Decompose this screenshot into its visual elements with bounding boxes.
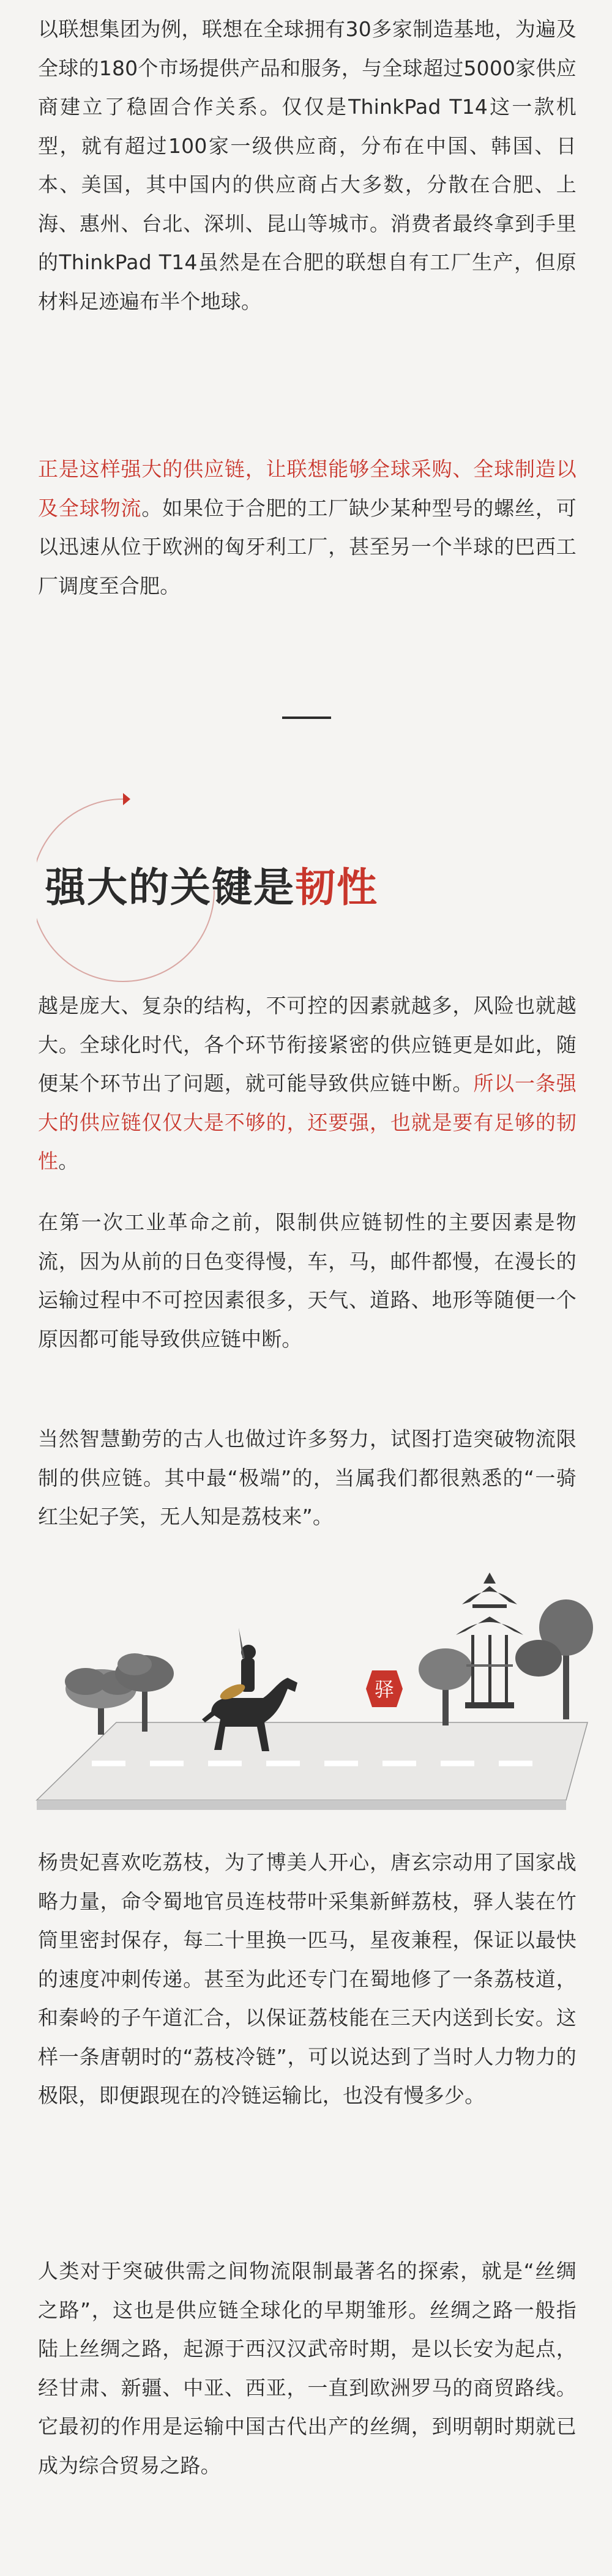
paragraph-supply-chain-strength: 正是这样强大的供应链，让联想能够全球采购、全球制造以及全球物流。如果位于合肥的工厂缺少某种型号的螺丝，可以迅速从位于欧洲的匈牙利工厂，甚至另一个半球的巴西工厂调度至合肥。 [38,457,577,598]
sign-text: 驿 [374,1678,395,1701]
pavilion-icon [456,1573,523,1708]
paragraph-logistics-history: 在第一次工业革命之前，限制供应链韧性的主要因素是物流，因为从前的日色变得慢，车，马，邮件都慢，在漫长的运输过程中不可控因素很多，天气、道路、地形等随便一个原因都可能导致供应链中断。 [38,1210,577,1351]
courier-road-illustration [0,1566,612,1811]
tree-icon [419,1648,472,1725]
section-heading [37,789,378,985]
arc-arrow-icon [123,793,130,805]
paragraph-lenovo-intro: 以联想集团为例，联想在全球拥有30多家制造基地，为遍及全球的180个市场提供产品和服务，与全球超过5000家供应商建立了稳固合作关系。仅仅是ThinkPad T14这一款机型，就有超过100家一级供应商，分布在中国、韩国、日本、美国，其中国内的供应商占大多数，分散在合肥、上海、惠州、台北、深圳、昆山等城市。消费者最终拿到手里的ThinkPad T14虽然是在合肥的联想自有工厂生产，但原材料足迹遍布半个地球。 [38,17,577,313]
paragraph-lychee-poem: 当然智慧勤劳的古人也做过许多努力，试图打造突破物流限制的供应链。其中最“极端”的，当属我们都很熟悉的“一骑红尘妃子笑，无人知是荔枝来”。 [38,1427,577,1528]
section-title-highlight: 韧性 [295,864,378,911]
highlight-text: 正是这样强大的供应链，让联想能够全球采购、全球制造以及全球物流 [38,457,577,520]
highlight-text: 所以一条强大的供应链仅仅大是不够的，还要强，也就是要有足够的韧性 [38,1071,577,1173]
section-divider [282,717,331,719]
paragraph-silk-road: 人类对于突破供需之间物流限制最著名的探索，就是“丝绸之路”，这也是供应链全球化的早期雏形。丝绸之路一般指陆上丝绸之路，起源于西汉汉武帝时期，是以长安为起点，经甘肃、新疆、中亚、西亚，一直到欧洲罗马的商贸路线。它最初的作用是运输中国古代出产的丝绸，到明朝时期就已成为综合贸易之路。 [38,2259,577,2477]
section-title: 强大的关键是韧性 [45,864,378,911]
paragraph-lychee-road: 杨贵妃喜欢吃荔枝，为了博美人开心，唐玄宗动用了国家战略力量，命令蜀地官员连枝带叶采集新鲜荔枝，驿人装在竹筒里密封保存，每二十里换一匹马，星夜兼程，保证以最快的速度冲刺传递。甚至为此还专门在蜀地修了一条荔枝道，和秦岭的子午道汇合，以保证荔枝能在三天内送到长安。这样一条唐朝时的“荔枝冷链”，可以说达到了当时人力物力的极限，即便跟现在的冷链运输比，也没有慢多少。 [38,1850,577,2107]
paragraph-resilience: 越是庞大、复杂的结构，不可控的因素就越多，风险也就越大。全球化时代，各个环节衔接紧密的供应链更是如此，随便某个环节出了问题，就可能导致供应链中断。所以一条强大的供应链仅仅大是不够的，还要强，也就是要有足够的韧性。 [38,994,577,1173]
post-station-sign [366,1670,403,1707]
